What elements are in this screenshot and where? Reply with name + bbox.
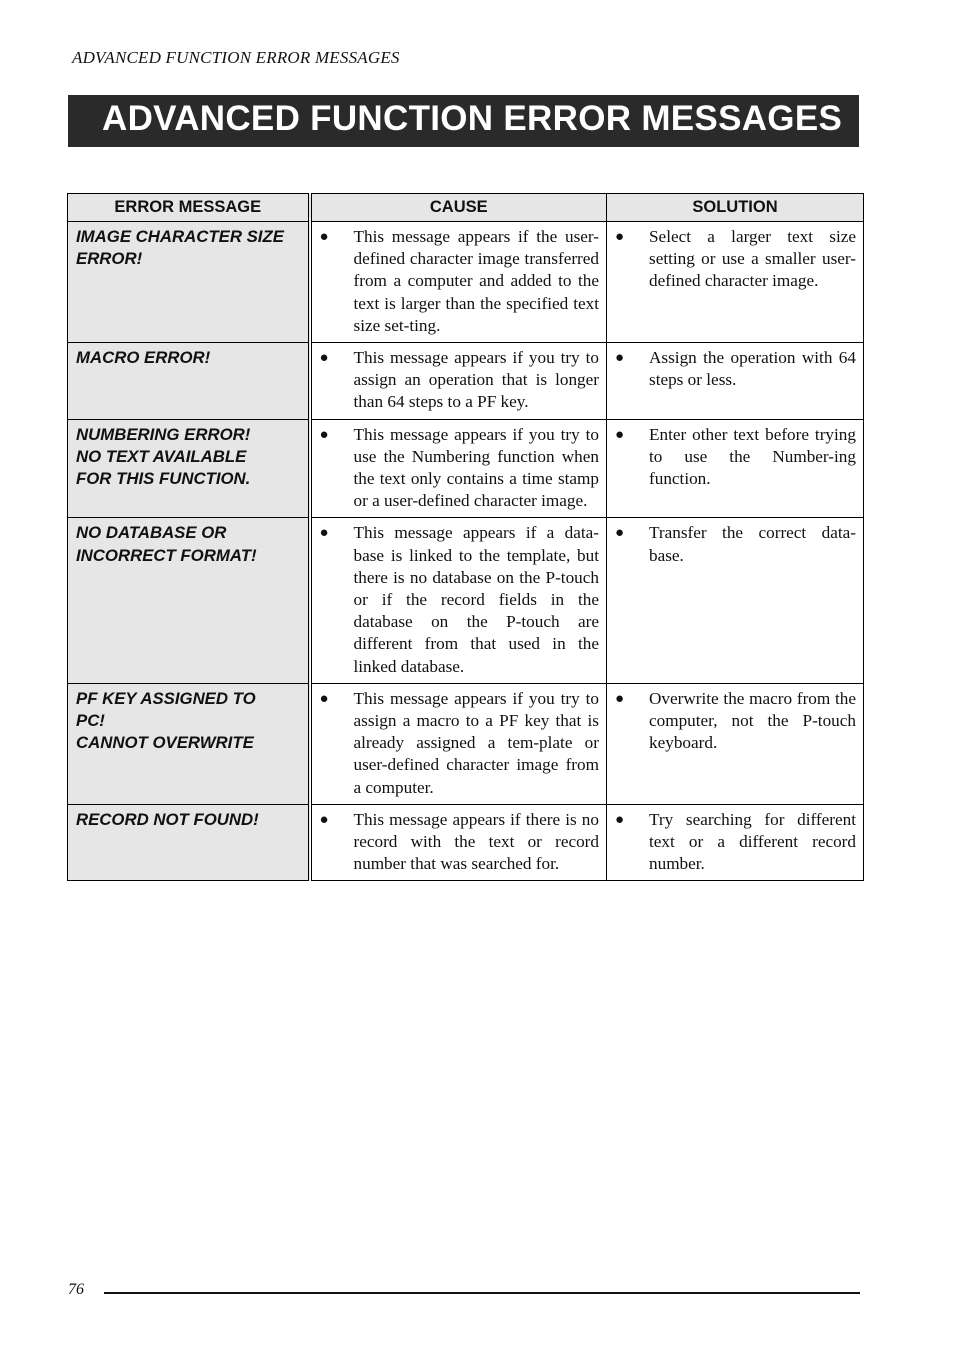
error-message-line: NO TEXT AVAILABLE bbox=[76, 446, 247, 466]
solution-cell bbox=[607, 343, 864, 420]
page-title: ADVANCED FUNCTION ERROR MESSAGES bbox=[102, 99, 843, 138]
bullet-icon: ● bbox=[615, 811, 625, 828]
error-message-cell bbox=[68, 343, 310, 420]
cause-cell bbox=[310, 683, 607, 804]
page-number: 76 bbox=[68, 1281, 84, 1298]
error-message-line: INCORRECT FORMAT! bbox=[76, 545, 257, 565]
bullet-icon: ● bbox=[615, 525, 625, 542]
error-messages-table bbox=[67, 193, 864, 881]
error-message-line: NO DATABASE OR bbox=[76, 523, 227, 543]
cause-cell bbox=[310, 804, 607, 881]
bullet-icon: ● bbox=[615, 426, 625, 443]
page-title-bar bbox=[68, 95, 859, 147]
error-message-cell bbox=[68, 683, 310, 804]
table-row bbox=[68, 419, 864, 518]
solution-text: Enter other text before trying to use the Number-ing function. bbox=[649, 424, 856, 489]
cause-cell bbox=[310, 343, 607, 420]
bullet-icon: ● bbox=[319, 525, 329, 542]
error-message-cell bbox=[68, 518, 310, 683]
bullet-icon: ● bbox=[615, 350, 625, 367]
solution-cell bbox=[607, 683, 864, 804]
bullet-icon: ● bbox=[319, 690, 329, 707]
table-row bbox=[68, 683, 864, 804]
cause-cell bbox=[310, 419, 607, 518]
solution-text: Select a larger text size setting or use a smaller user-defined character image. bbox=[649, 227, 856, 291]
table-row bbox=[68, 518, 864, 683]
error-message-line: MACRO ERROR! bbox=[76, 348, 211, 368]
cause-text: This message appears if the user-defined character image transferred from a computer and added to the text is larger than the specified text size set-ting. bbox=[353, 227, 599, 335]
error-message-line: RECORD NOT FOUND! bbox=[76, 809, 259, 829]
column-header-solution: SOLUTION bbox=[607, 194, 864, 222]
error-message-line: FOR THIS FUNCTION. bbox=[76, 469, 251, 489]
cause-text: This message appears if you try to use the Numbering function when the text only contains a time stamp or a user-defined character image. bbox=[353, 424, 599, 511]
error-message-line: ERROR! bbox=[76, 249, 143, 269]
bullet-icon: ● bbox=[319, 350, 329, 367]
table-header-row bbox=[68, 194, 864, 222]
cause-cell bbox=[310, 518, 607, 683]
solution-cell bbox=[607, 222, 864, 343]
error-message-line: PC! bbox=[76, 711, 105, 731]
error-message-line: PF KEY ASSIGNED TO bbox=[76, 688, 256, 708]
cause-text: This message appears if a data-base is linked to the template, but there is no database on the P-touch or if the record fields in the database on the P-touch are different from that used in the linked database. bbox=[353, 523, 599, 676]
table-row bbox=[68, 343, 864, 420]
solution-cell bbox=[607, 419, 864, 518]
table-row bbox=[68, 222, 864, 343]
table-row bbox=[68, 804, 864, 881]
footer-rule bbox=[104, 1292, 860, 1294]
error-message-cell bbox=[68, 804, 310, 881]
solution-text: Try searching for different text or a different record number. bbox=[649, 809, 856, 874]
error-message-line: IMAGE CHARACTER SIZE bbox=[76, 227, 284, 246]
cause-text: This message appears if you try to assign a macro to a PF key that is already assigned a tem-plate or user-defined character image from a computer. bbox=[353, 688, 599, 797]
solution-text: Overwrite the macro from the computer, not the P-touch keyboard. bbox=[649, 688, 856, 753]
solution-text: Assign the operation with 64 steps or less. bbox=[649, 348, 856, 390]
solution-cell bbox=[607, 518, 864, 683]
column-header-cause: CAUSE bbox=[310, 194, 607, 222]
bullet-icon: ● bbox=[319, 426, 329, 443]
error-message-line: CANNOT OVERWRITE bbox=[76, 733, 254, 753]
error-message-cell bbox=[68, 419, 310, 518]
bullet-icon: ● bbox=[319, 229, 329, 245]
running-header: ADVANCED FUNCTION ERROR MESSAGES bbox=[72, 48, 400, 67]
solution-text: Transfer the correct data-base. bbox=[649, 523, 856, 565]
solution-cell bbox=[607, 804, 864, 881]
bullet-icon: ● bbox=[615, 229, 625, 245]
bullet-icon: ● bbox=[319, 811, 329, 828]
cause-cell bbox=[310, 222, 607, 343]
bullet-icon: ● bbox=[615, 690, 625, 707]
error-message-cell bbox=[68, 222, 310, 343]
column-header-error-message: ERROR MESSAGE bbox=[68, 194, 310, 222]
cause-text: This message appears if you try to assign an operation that is longer than 64 steps to a PF key. bbox=[353, 348, 599, 412]
cause-text: This message appears if there is no record with the text or record number that was searched for. bbox=[353, 809, 599, 874]
error-message-line: NUMBERING ERROR! bbox=[76, 424, 251, 444]
